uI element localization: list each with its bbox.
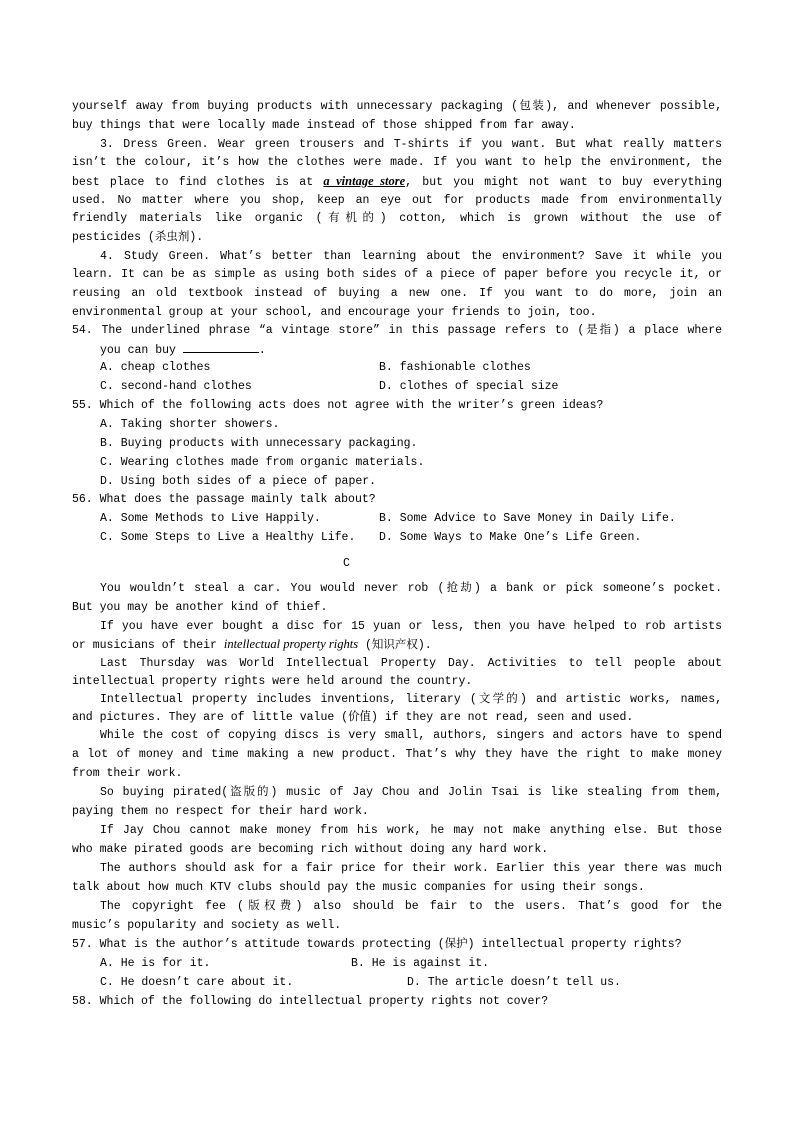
question-54-option-d: D. clothes of special size	[379, 380, 559, 393]
passage-c-line: You wouldn’t steal a car. You would never rob (抢劫) a bank or pick someone’s pocket.	[100, 582, 722, 595]
passage-b-line: buy things that were locally made instead of those shipped from far away.	[72, 119, 576, 132]
question-54-option-a: A. cheap clothes	[100, 361, 211, 374]
passage-c-line	[72, 637, 432, 653]
passage-b-line	[72, 174, 722, 190]
passage-c-line: Last Thursday was World Intellectual Property Day. Activities to tell people about	[100, 657, 722, 670]
question-57-option-d: D. The article doesn’t tell us.	[407, 976, 621, 989]
passage-c-line: If you have ever bought a disc for 15 yuan or less, then you have helped to rob artists	[100, 620, 722, 633]
passage-b-line: isn’t the colour, it’s how the clothes were made. If you want to help the environment, the	[72, 156, 722, 169]
passage-b-line: yourself away from buying products with unnecessary packaging (包装), and whenever possible,	[72, 100, 722, 113]
question-54-end: .	[258, 344, 266, 357]
question-54-stem-cont	[100, 342, 266, 358]
question-56-stem: 56. What does the passage mainly talk about?	[72, 493, 376, 506]
question-56-option-c: C. Some Steps to Live a Healthy Life.	[100, 531, 356, 544]
passage-c-line: Intellectual property includes inventions, literary (文学的) and artistic works, names,	[100, 693, 722, 706]
passage-c-heading: C	[343, 557, 350, 570]
question-54-option-c: C. second-hand clothes	[100, 380, 252, 393]
intellectual-property-phrase: intellectual property rights	[223, 637, 359, 651]
passage-c-line: The copyright fee (版权费) also should be fair to the users. That’s good for the	[100, 900, 722, 913]
passage-c-text: or musicians of their	[72, 639, 217, 652]
question-56-option-a: A. Some Methods to Live Happily.	[100, 512, 321, 525]
question-54-stem: 54. The underlined phrase “a vintage store” in this passage refers to (是指) a place where	[72, 324, 722, 337]
question-55-stem: 55. Which of the following acts does not agree with the writer’s green ideas?	[72, 399, 604, 412]
question-57-stem: 57. What is the author’s attitude towards protecting (保护) intellectual property rights?	[72, 938, 682, 951]
question-57-option-a: A. He is for it.	[100, 957, 211, 970]
passage-b-text: , but you might not want to buy everything	[405, 176, 722, 189]
passage-c-line: So buying pirated(盗版的) music of Jay Chou and Jolin Tsai is like stealing from them,	[100, 786, 722, 799]
passage-c-line: music’s popularity and society as well.	[72, 919, 342, 932]
question-57-option-c: C. He doesn’t care about it.	[100, 976, 294, 989]
question-55-option-a: A. Taking shorter showers.	[100, 418, 280, 431]
passage-b-line: pesticides (杀虫剂).	[72, 231, 204, 244]
question-54-option-b: B. fashionable clothes	[379, 361, 531, 374]
passage-c-line: intellectual property rights were held around the country.	[72, 675, 473, 688]
passage-b-text: best place to find clothes is at	[72, 176, 314, 189]
question-55-option-d: D. Using both sides of a piece of paper.	[100, 475, 377, 488]
passage-c-line: paying them no respect for their hard work.	[72, 805, 369, 818]
passage-b-line: used. No matter where you shop, keep an eye out for products made from environmentally	[72, 194, 722, 207]
passage-b-line: learn. It can be as simple as using both sides of a piece of paper before you recycle it, or	[72, 268, 722, 281]
passage-b-line: 4. Study Green. What’s better than learning about the environment? Save it while you	[100, 250, 722, 263]
passage-c-line: from their work.	[72, 767, 183, 780]
passage-b-line: reusing an old textbook instead of buying a new one. If you want to do more, join an	[72, 287, 722, 300]
passage-c-line: a lot of money and time making a new product. That’s why they have the right to make money	[72, 748, 722, 761]
passage-c-line: who make pirated goods are becoming rich without doing any hard work.	[72, 843, 549, 856]
question-56-option-d: D. Some Ways to Make One’s Life Green.	[379, 531, 642, 544]
passage-c-text: (知识产权).	[365, 639, 432, 652]
passage-c-line: If Jay Chou cannot make money from his work, he may not make anything else. But those	[100, 824, 722, 837]
question-58-stem: 58. Which of the following do intellectual property rights not cover?	[72, 995, 549, 1008]
passage-c-line: While the cost of copying discs is very small, authors, singers and actors have to spend	[100, 729, 722, 742]
passage-b-line: friendly materials like organic (有机的) cotton, which is grown without the use of	[72, 212, 722, 225]
question-57-option-b: B. He is against it.	[351, 957, 490, 970]
vintage-store-phrase: a vintage store	[323, 174, 406, 188]
question-54-text: you can buy	[100, 344, 176, 357]
question-56-option-b: B. Some Advice to Save Money in Daily Life.	[379, 512, 676, 525]
question-55-option-b: B. Buying products with unnecessary packaging.	[100, 437, 418, 450]
passage-c-line: The authors should ask for a fair price for their work. Earlier this year there was much	[100, 862, 722, 875]
passage-b-line: environmental group at your school, and encourage your friends to join, too.	[72, 306, 597, 319]
passage-b-line: 3. Dress Green. Wear green trousers and T-shirts if you want. But what really matters	[100, 138, 722, 151]
passage-c-line: talk about how much KTV clubs should pay the music companies for using their songs.	[72, 881, 645, 894]
passage-c-line: But you may be another kind of thief.	[72, 601, 328, 614]
passage-c-line: and pictures. They are of little value (价值) if they are not read, seen and used.	[72, 711, 634, 724]
answer-blank	[183, 342, 259, 353]
question-55-option-c: C. Wearing clothes made from organic materials.	[100, 456, 425, 469]
